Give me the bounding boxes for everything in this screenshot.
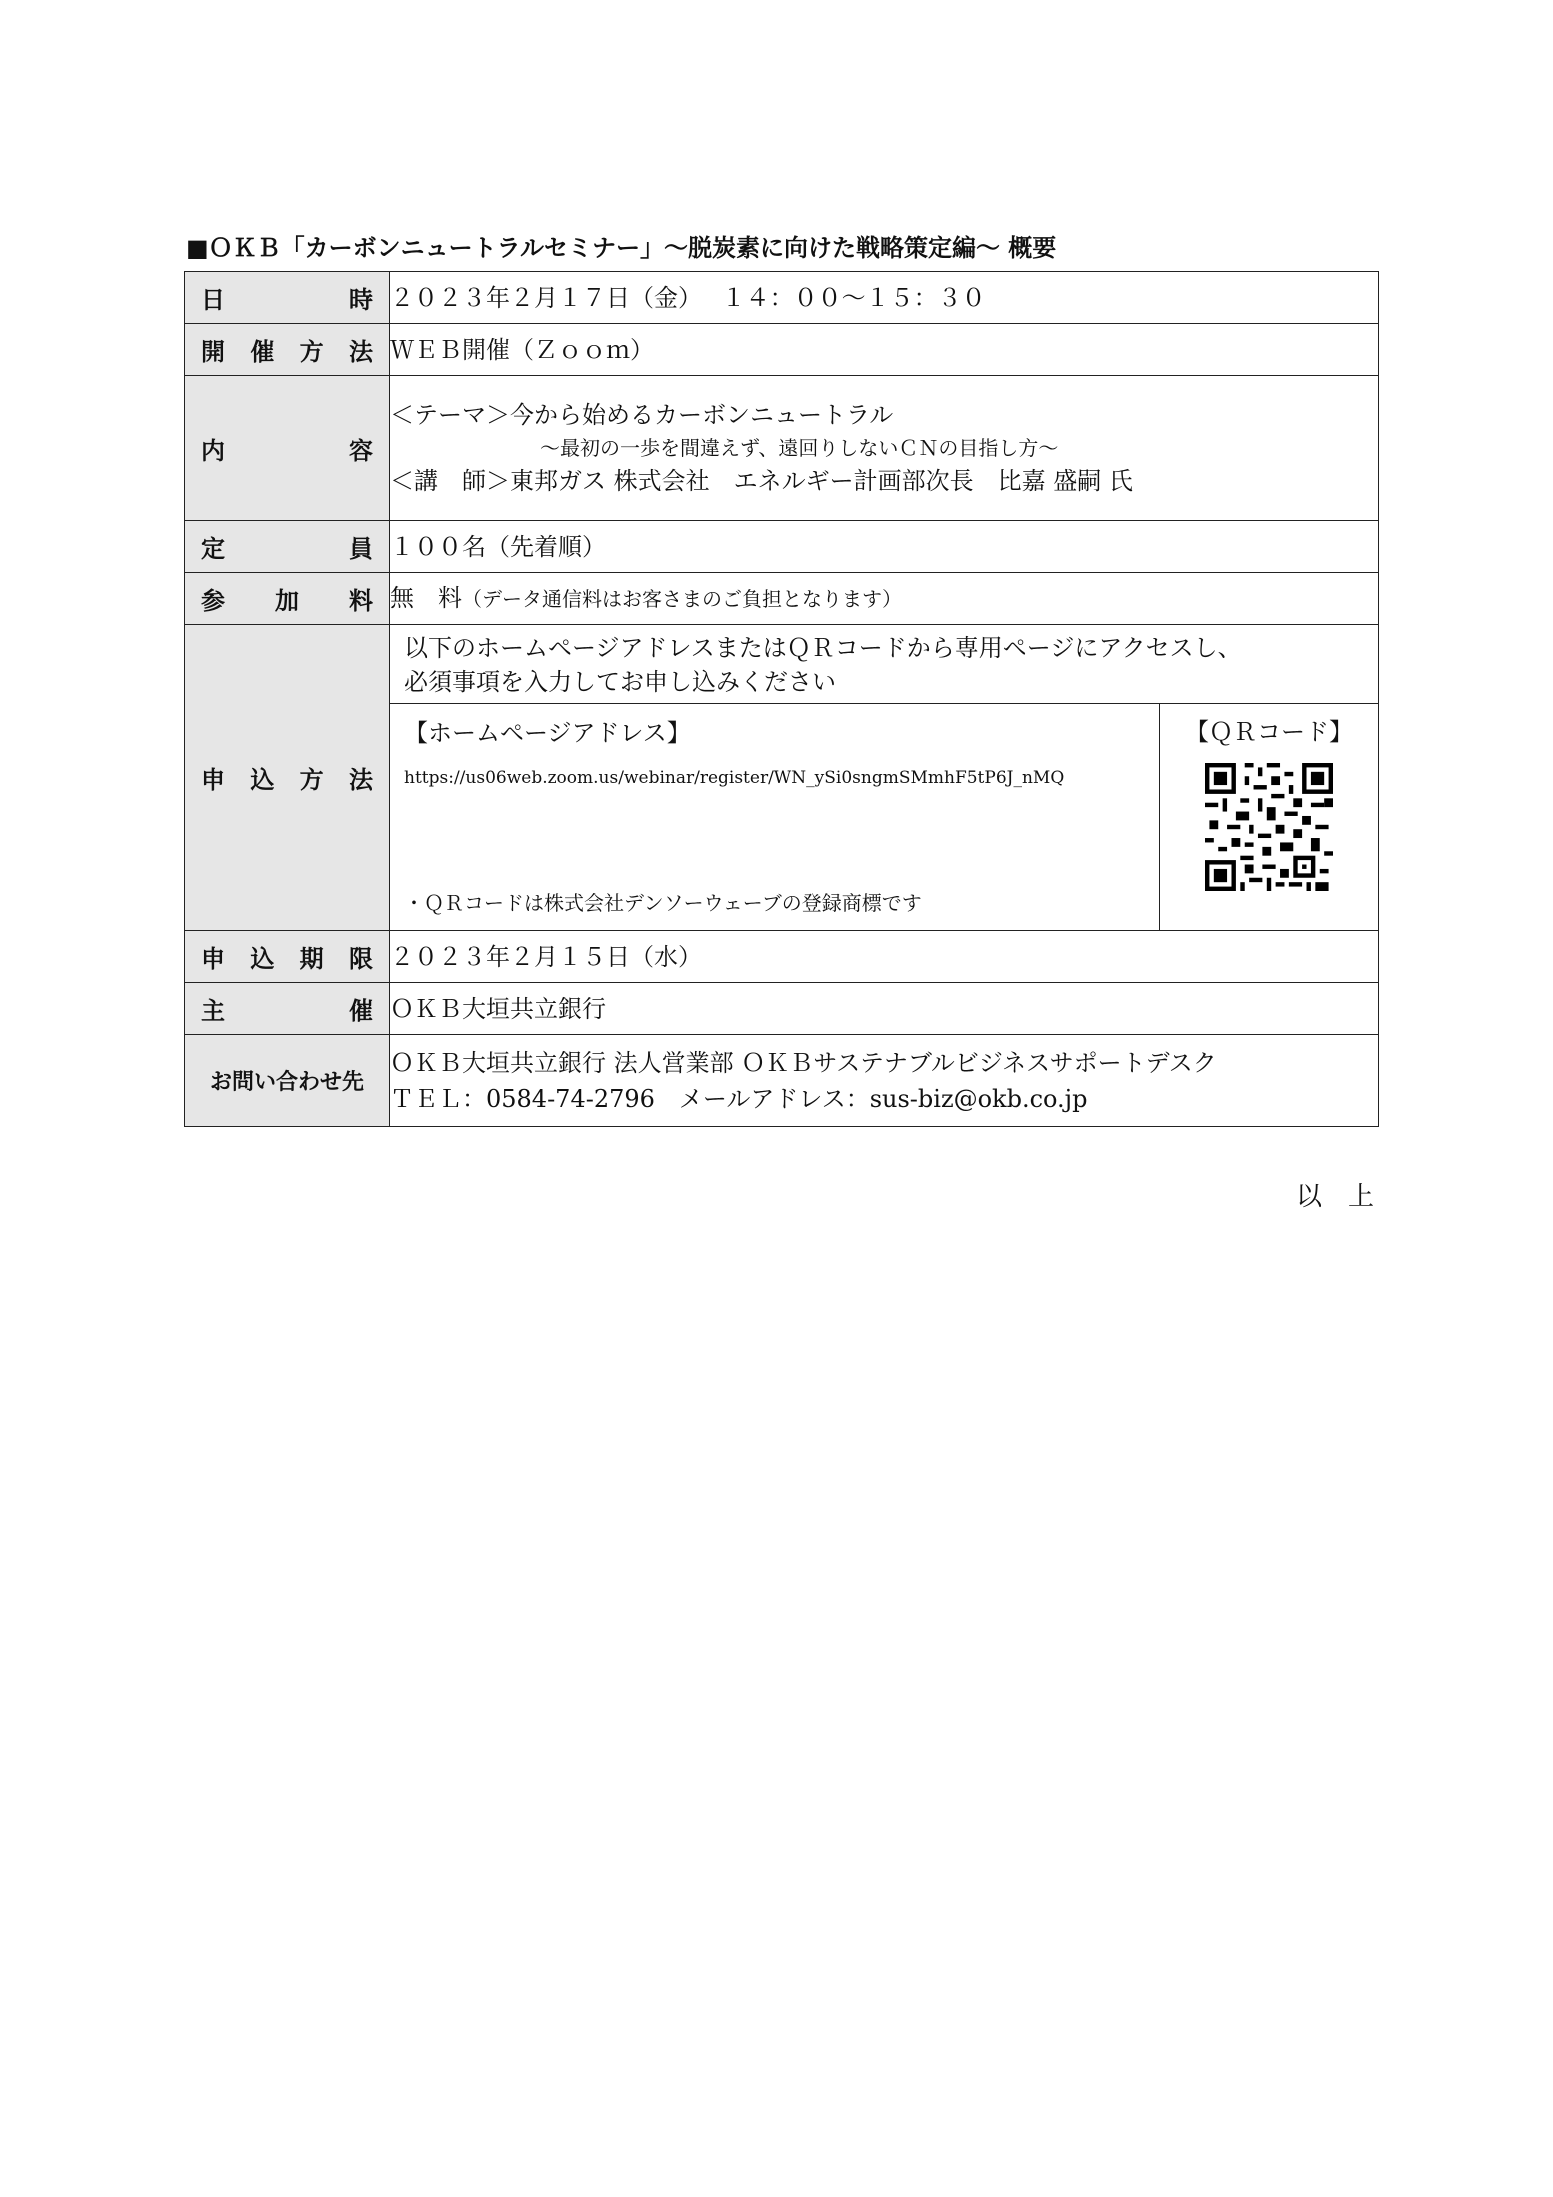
label-char: 日 (201, 286, 225, 314)
homepage-section (390, 704, 1160, 930)
speaker-text: ＜講 師＞東邦ガス 株式会社 エネルギー計画部次長 比嘉 盛嗣 氏 (390, 467, 1133, 495)
label-application (185, 625, 390, 931)
label-char: 期 (299, 945, 324, 973)
label-char: 催 (349, 997, 373, 1025)
value-application (390, 625, 1379, 931)
row-organizer (185, 983, 1379, 1035)
label-char: 込 (250, 945, 275, 973)
value-capacity (390, 521, 1379, 573)
label-char: 開 (201, 338, 225, 366)
label-char: 方 (299, 766, 324, 794)
label-char: 料 (349, 587, 373, 615)
label-char: 定 (201, 535, 225, 563)
label-char: 限 (348, 945, 373, 973)
row-datetime (185, 272, 1379, 324)
datetime-text: ２０２３年２月１７日（金） １４：００～１５：３０ (390, 283, 986, 312)
label-char: 法 (348, 338, 373, 366)
document-title: ■ＯＫＢ「カーボンニュートラルセミナー」～脱炭素に向けた戦略策定編～ 概要 (186, 234, 1057, 262)
label-contact (185, 1035, 390, 1127)
label-char: 員 (349, 535, 373, 563)
method-text: ＷＥＢ開催（Ｚｏｏｍ） (390, 335, 654, 364)
label-char: 申 (201, 766, 225, 794)
label-datetime (185, 272, 390, 324)
qr-heading: 【ＱＲコード】 (1185, 718, 1353, 746)
capacity-text: １００名（先着順） (390, 532, 606, 561)
fee-text: 無 料 (390, 584, 462, 612)
label-fee (185, 573, 390, 625)
subtitle-text: ～最初の一歩を間違えず、遠回りしないＣＮの目指し方～ (540, 436, 1059, 460)
contact-line1: ＯＫＢ大垣共立銀行 法人営業部 ＯＫＢサステナブルビジネスサポートデスク (390, 1048, 1217, 1077)
row-contact (185, 1035, 1379, 1127)
registration-url-link[interactable]: https://us06web.zoom.us/webinar/register/WN_ySi0sngmSMmhF5tP6J_nMQ (404, 768, 1065, 788)
label-content (185, 376, 390, 521)
value-content (390, 376, 1379, 521)
value-method (390, 324, 1379, 376)
contact-line2: ＴＥＬ：0584-74-2796 メールアドレス：sus-biz@okb.co.jp (390, 1084, 1088, 1113)
seminar-info-table (184, 271, 1379, 1127)
qr-trademark-note: ・ＱＲコードは株式会社デンソーウェーブの登録商標です (404, 891, 922, 915)
intro-line: 必須事項を入力してお申し込みください (404, 668, 836, 696)
row-capacity (185, 521, 1379, 573)
qr-section (1160, 704, 1378, 930)
application-details (390, 704, 1378, 930)
label-char: 主 (201, 997, 225, 1025)
organizer-text: ＯＫＢ大垣共立銀行 (390, 994, 606, 1023)
label-char: 法 (348, 766, 373, 794)
value-organizer (390, 983, 1379, 1035)
label-char: 内 (201, 436, 225, 465)
intro-line: 以下のホームページアドレスまたはＱＲコードから専用ページにアクセスし、 (404, 634, 1242, 662)
label-deadline (185, 931, 390, 983)
label-capacity (185, 521, 390, 573)
row-application (185, 625, 1379, 931)
label-char: 時 (349, 286, 373, 314)
label-char: 加 (275, 587, 299, 615)
row-deadline (185, 931, 1379, 983)
homepage-heading: 【ホームページアドレス】 (404, 719, 691, 747)
row-content (185, 376, 1379, 521)
label-char: 容 (349, 436, 373, 465)
theme-text: ＜テーマ＞今から始めるカーボンニュートラル (390, 401, 894, 429)
qr-code-icon[interactable] (1205, 763, 1333, 891)
fee-note: （データ通信料はお客さまのご負担となります） (462, 587, 902, 611)
label-organizer (185, 983, 390, 1035)
label-char: 方 (299, 338, 324, 366)
label-char: 申 (201, 945, 225, 973)
row-fee (185, 573, 1379, 625)
label-method (185, 324, 390, 376)
value-fee (390, 573, 1379, 625)
closing-mark: 以 上 (1296, 1182, 1375, 1212)
deadline-text: ２０２３年２月１５日（水） (390, 942, 702, 971)
label-char: 催 (250, 338, 275, 366)
row-method (185, 324, 1379, 376)
application-intro (390, 625, 1378, 704)
label-char: 参 (201, 587, 225, 615)
label-char: 込 (250, 766, 275, 794)
value-datetime (390, 272, 1379, 324)
value-deadline (390, 931, 1379, 983)
contact-label: お問い合わせ先 (209, 1070, 364, 1095)
value-contact (390, 1035, 1379, 1127)
